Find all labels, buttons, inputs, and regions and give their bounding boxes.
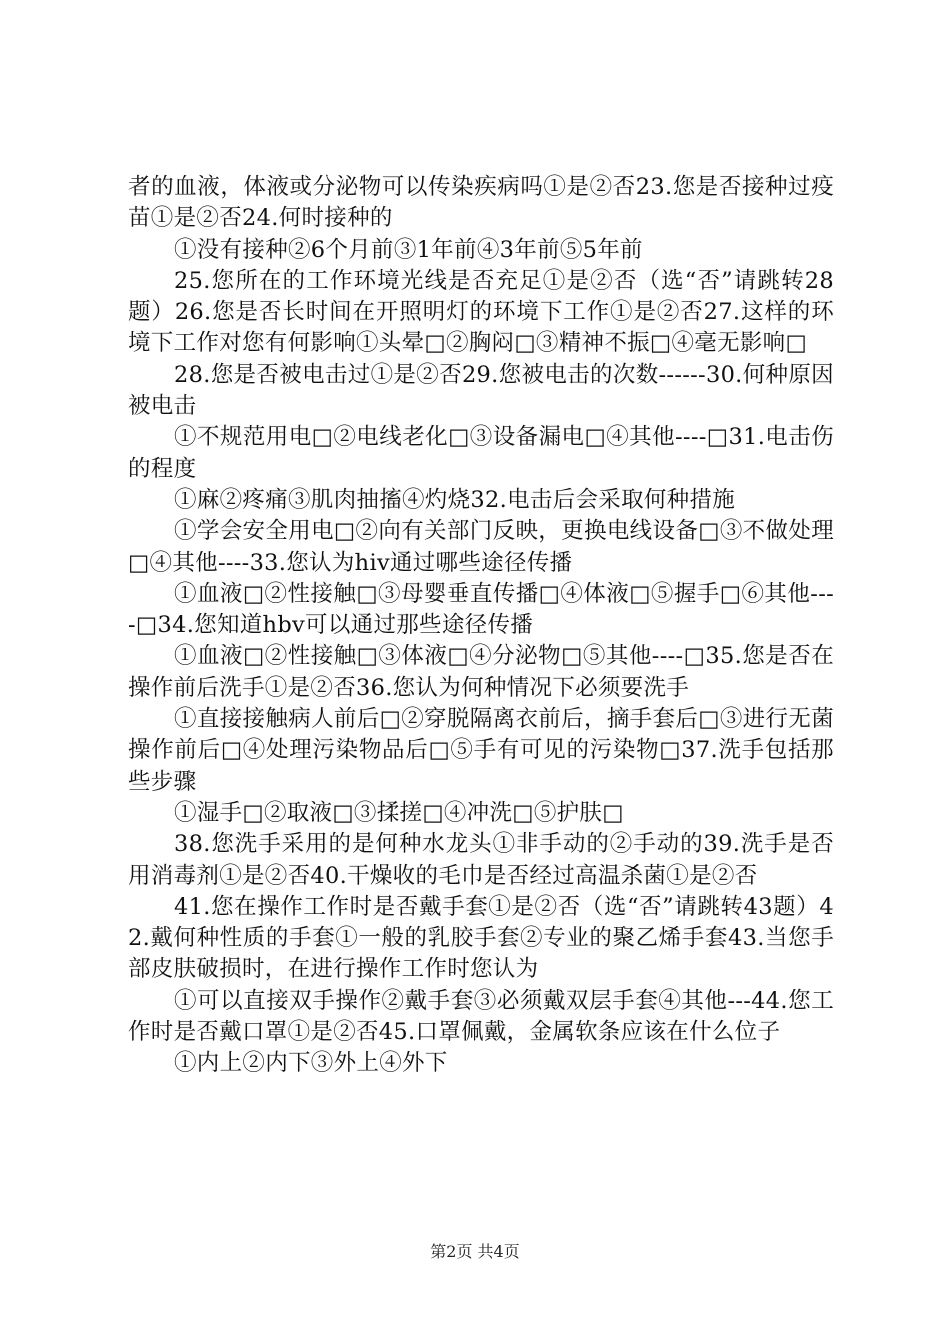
paragraph-options: ①内上②内下③外上④外下: [174, 1050, 448, 1077]
paragraph-options: ①可以直接双手操作②戴手套③必须戴双层手套④其他---44.您工作时是否戴口罩①是②否45.口罩佩戴，金属软条应该在什么位子: [128, 987, 834, 1046]
paragraph-options: ①血液□②性接触□③体液□④分泌物□⑤其他----□35.您是否在操作前后洗手①是②否36.您认为何种情况下必须要洗手: [128, 643, 834, 701]
paragraph-question: 38.您洗手采用的是何种水龙头①非手动的②手动的39.洗手是否用消毒剂①是②否40.干燥收的毛巾是否经过高温杀菌①是②否: [128, 831, 834, 889]
paragraph-continuation: 者的血液，体液或分泌物可以传染疾病吗①是②否23.您是否接种过疫苗①是②否24.何时接种的: [128, 174, 834, 232]
paragraph-options: ①直接接触病人前后□②穿脱隔离衣前后，摘手套后□③进行无菌操作前后□④处理污染物品后□⑤手有可见的污染物□37.洗手包括那些步骤: [128, 706, 834, 795]
paragraph-options: ①血液□②性接触□③母婴垂直传播□④体液□⑤握手□⑥其他----□34.您知道hbv可以通过那些途径传播: [128, 580, 834, 639]
paragraph-question: 41.您在操作工作时是否戴手套①是②否（选“否”请跳转43题）42.戴何种性质的手套①一般的乳胶手套②专业的聚乙烯手套43.当您手部皮肤破损时，在进行操作工作时您认为: [128, 893, 834, 983]
paragraph-options: ①不规范用电□②电线老化□③设备漏电□④其他----□31.电击伤的程度: [128, 424, 834, 482]
page-footer: [0, 1241, 950, 1263]
paragraph-question: 28.您是否被电击过①是②否29.您被电击的次数------30.何种原因被电击: [128, 361, 834, 420]
paragraph-options: ①没有接种②6个月前③1年前④3年前⑤5年前: [174, 236, 643, 263]
paragraph-options: ①麻②疼痛③肌肉抽搐④灼烧32.电击后会采取何种措施: [174, 486, 736, 513]
paragraph-options: ①学会安全用电□②向有关部门反映，更换电线设备□③不做处理□④其他----33.您认为hiv通过哪些途径传播: [128, 518, 834, 576]
paragraph-question: 25.您所在的工作环境光线是否充足①是②否（选“否”请跳转28题）26.您是否长时间在开照明灯的环境下工作①是②否27.这样的环境下工作对您有何影响①头晕□②胸闷□③精神不振□④毫无影响□: [128, 267, 834, 357]
page-number-label: 第2页 共4页: [430, 1242, 520, 1261]
document-body: [128, 172, 834, 1080]
paragraph-options: ①湿手□②取液□③揉搓□④冲洗□⑤护肤□: [174, 799, 624, 826]
